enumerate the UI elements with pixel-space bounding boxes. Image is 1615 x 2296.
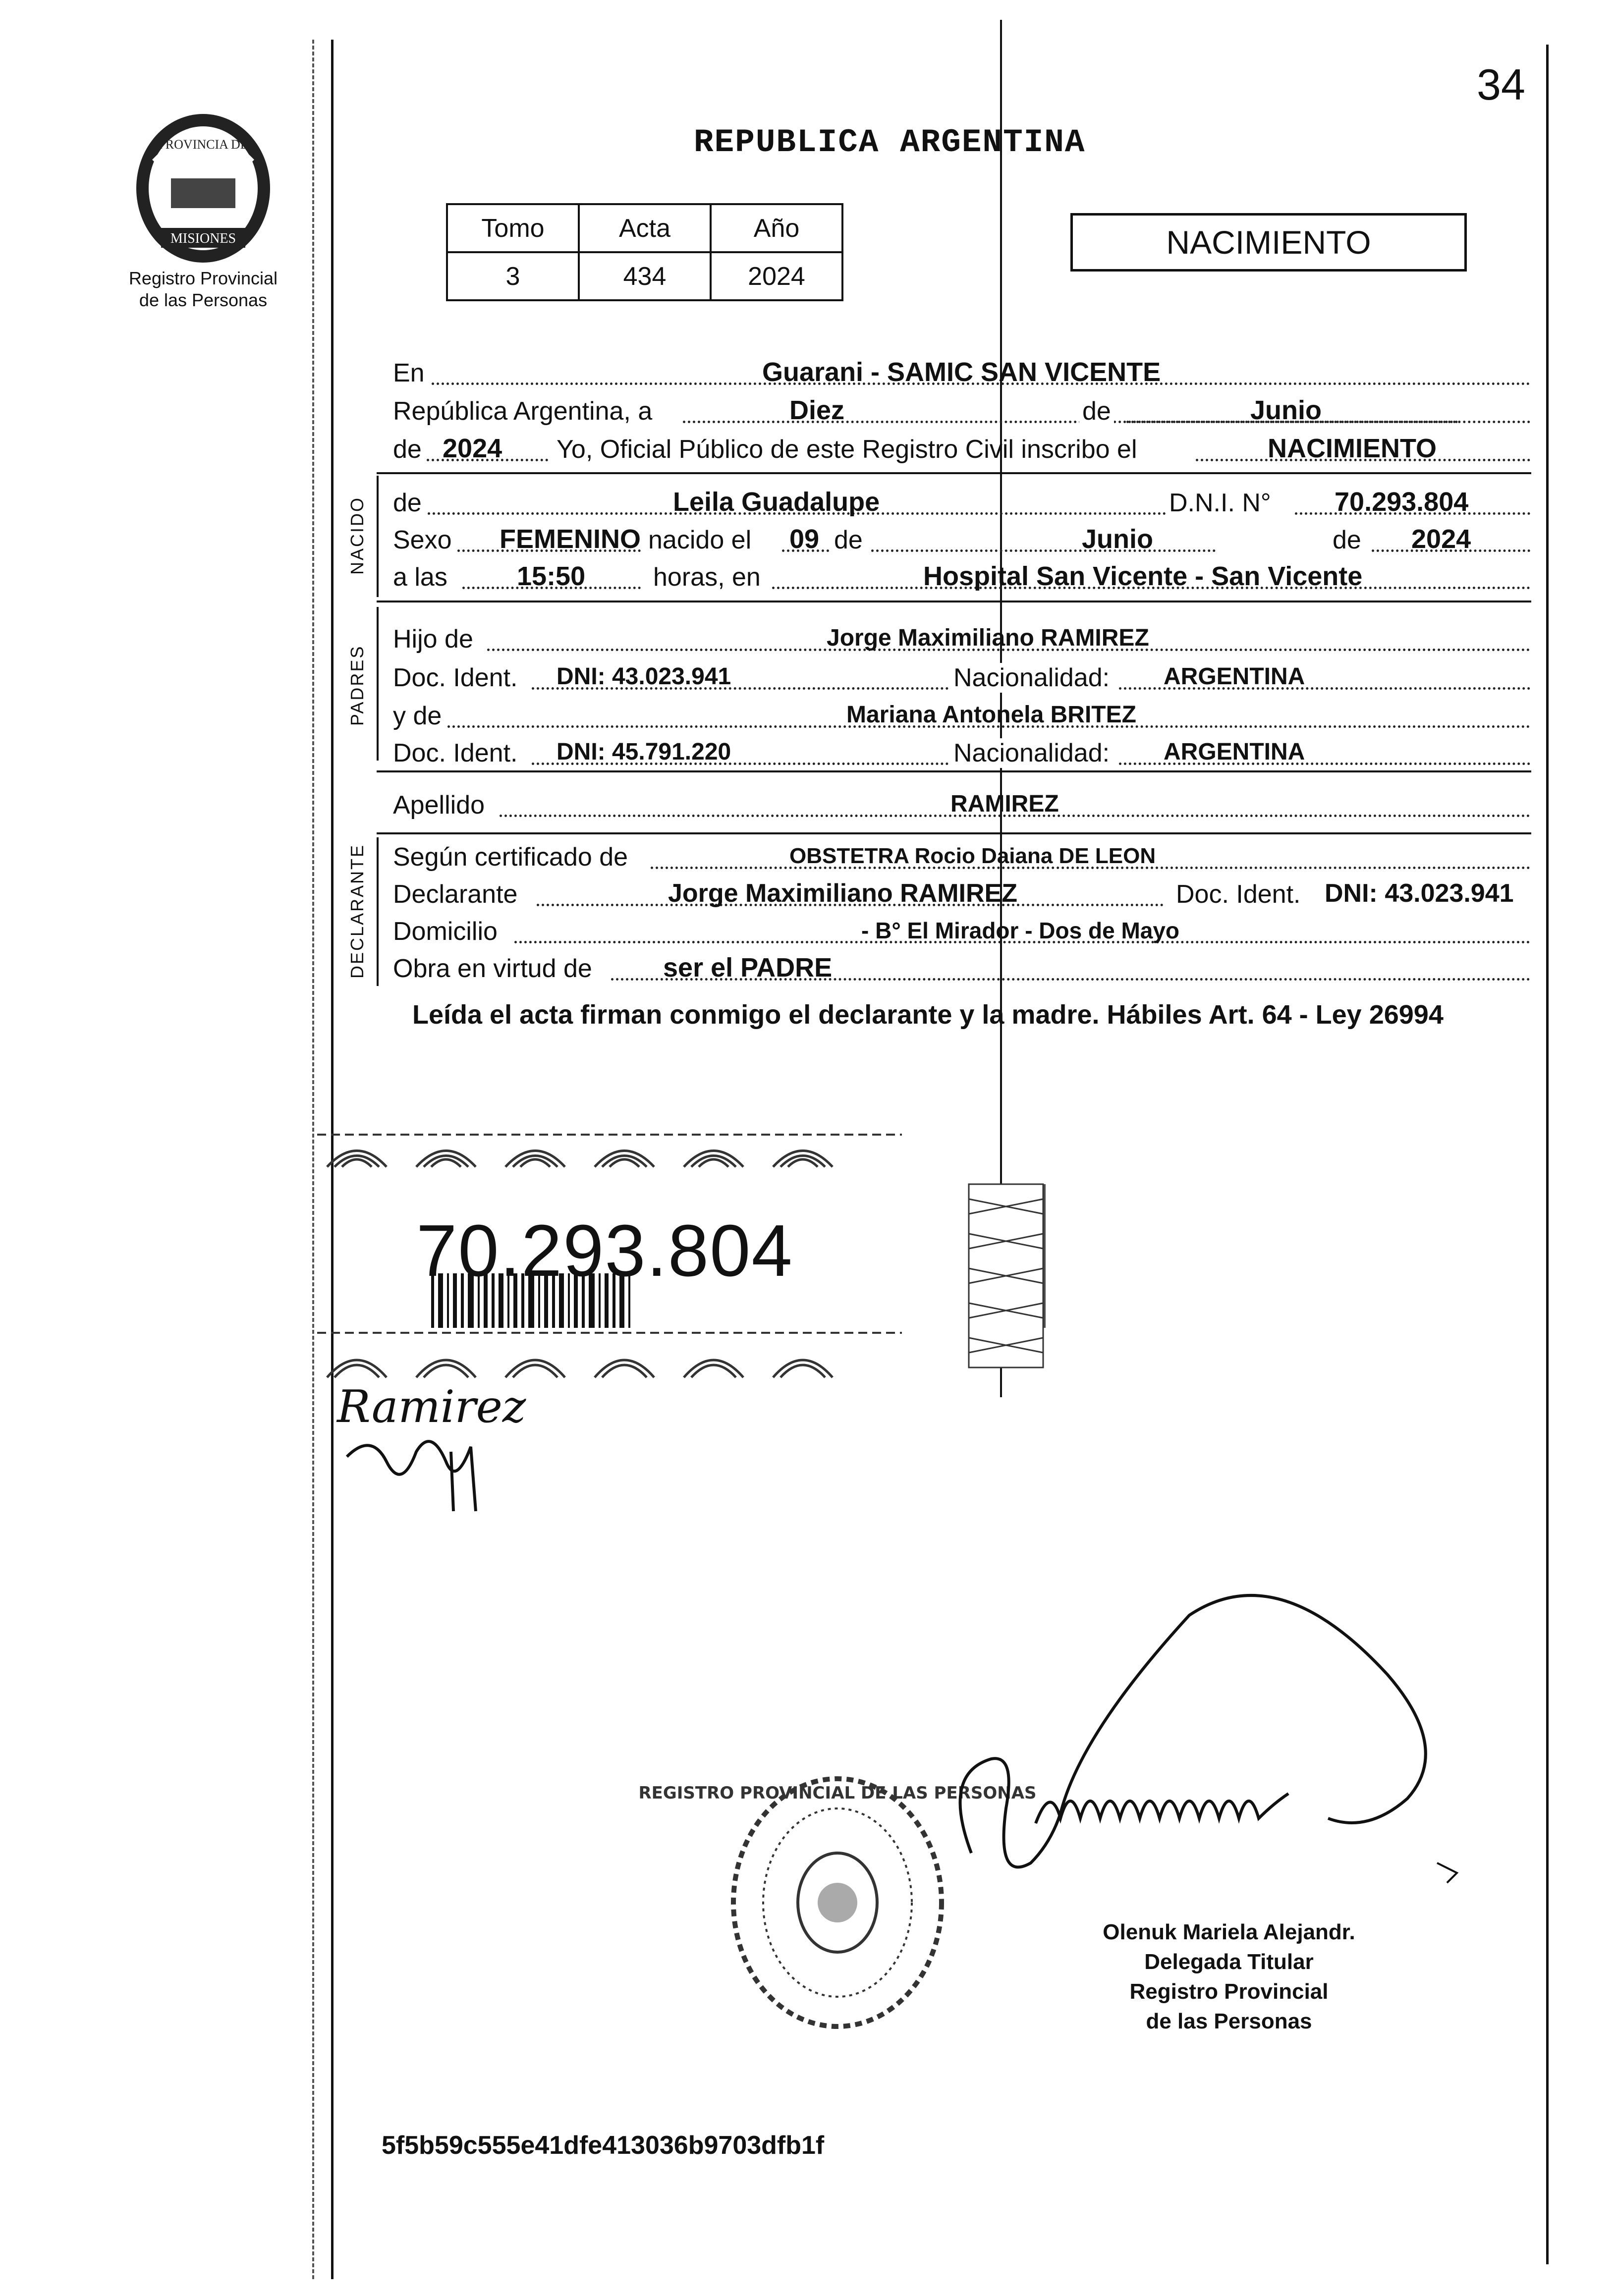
header-acta: Acta — [579, 204, 711, 252]
province-logo — [121, 104, 285, 268]
line-apellido — [393, 790, 1530, 820]
label-a-las: a las — [393, 563, 447, 592]
value-apellido: RAMIREZ — [950, 791, 1059, 817]
svg-text:REGISTRO PROVINCIAL DE LAS PER: REGISTRO PROVINCIAL DE LAS PERSONAS — [638, 1783, 1037, 1803]
label-yde: y de — [393, 702, 442, 730]
value-dni: 70.293.804 — [1335, 487, 1469, 517]
line-domicilio — [393, 917, 1530, 946]
barcode-number: 70.293.804 — [416, 1210, 793, 1292]
line-en — [393, 358, 1530, 388]
label-de-birth-year: de — [1330, 525, 1364, 555]
label-father-doc: Doc. Ident. — [393, 663, 518, 692]
label-republica: República Argentina, a — [393, 397, 653, 426]
act-type-box: NACIMIENTO — [1070, 213, 1467, 272]
line-segun — [393, 842, 1530, 872]
line-mother-doc — [393, 738, 1530, 768]
value-en: Guarani - SAMIC SAN VICENTE — [762, 357, 1161, 387]
officer-name: Olenuk Mariela Alejandr. — [1103, 1920, 1355, 1944]
label-domicilio: Domicilio — [393, 917, 498, 946]
line-father-doc — [393, 663, 1530, 693]
officer-signature — [932, 1585, 1487, 1932]
registry-table — [446, 203, 843, 301]
value-birth-year: 2024 — [1411, 524, 1471, 554]
officer-role: Delegada Titular — [1144, 1950, 1314, 1974]
label-yo: Yo, Oficial Público de este Registro Civil inscribo el — [557, 435, 1137, 464]
label-de-year: de — [393, 435, 422, 464]
value-mother-doc: DNI: 45.791.220 — [557, 739, 731, 765]
label-father-nat: Nacionalidad: — [950, 663, 1113, 693]
declarant-signature — [327, 1377, 526, 1516]
label-mother-nat: Nacionalidad: — [950, 738, 1113, 768]
value-decl-doc: DNI: 43.023.941 — [1325, 879, 1514, 908]
value-segun: OBSTETRA Rocio Daiana DE LEON — [789, 844, 1156, 868]
value-day: Diez — [789, 395, 845, 425]
line-hora — [393, 562, 1530, 592]
value-mother-name: Mariana Antonela BRITEZ — [846, 702, 1136, 728]
header-tomo: Tomo — [447, 204, 579, 252]
label-nacido-el: nacido el — [648, 526, 752, 554]
officer-org2: de las Personas — [1146, 2009, 1312, 2033]
label-declarante: Declarante — [393, 880, 518, 909]
line-yo — [393, 435, 1530, 464]
officer-stamp — [1060, 1917, 1397, 2036]
official-seal — [638, 1744, 1037, 2061]
value-father-nat: ARGENTINA — [1164, 663, 1305, 690]
value-birth-month: Junio — [1082, 524, 1153, 554]
value-time: 15:50 — [517, 561, 586, 591]
rule-2 — [377, 601, 1531, 602]
label-horas: horas, en — [653, 563, 761, 592]
line-sexo — [393, 525, 1530, 555]
right-border-line — [1546, 45, 1549, 2264]
security-hologram — [969, 1184, 1043, 1367]
padres-bracket — [377, 607, 379, 761]
svg-text:MISIONES: MISIONES — [170, 231, 236, 246]
declarante-section-label: DECLARANTE — [347, 843, 367, 979]
value-name: Leila Guadalupe — [673, 487, 880, 517]
rule-4 — [377, 832, 1531, 834]
value-sexo: FEMENINO — [500, 524, 641, 554]
line-republica — [393, 396, 1530, 426]
label-mother-doc: Doc. Ident. — [393, 739, 518, 767]
label-segun: Según certificado de — [393, 843, 628, 872]
margin-dashed-line — [312, 40, 314, 2279]
line-hijo — [393, 624, 1530, 654]
value-father-doc: DNI: 43.023.941 — [557, 663, 731, 690]
label-apellido: Apellido — [393, 791, 485, 820]
logo-label-line1: Registro Provincial — [128, 268, 278, 288]
value-acta: 434 — [579, 252, 711, 300]
label-de-birth: de — [834, 526, 863, 554]
line-yde — [393, 701, 1530, 731]
value-year: 2024 — [443, 434, 502, 463]
padres-section-label: PADRES — [347, 645, 367, 726]
document-title: REPUBLICA ARGENTINA — [694, 124, 1086, 161]
label-sexo: Sexo — [393, 526, 452, 554]
value-anio: 2024 — [711, 252, 842, 300]
value-month: Junio — [1250, 395, 1322, 425]
label-decl-doc: Doc. Ident. — [1176, 880, 1301, 909]
value-father-name: Jorge Maximiliano RAMIREZ — [827, 625, 1149, 651]
label-de: de — [1079, 396, 1114, 426]
nacido-bracket — [377, 476, 379, 597]
declarante-bracket — [377, 837, 379, 986]
nacido-section-label: NACIDO — [347, 496, 367, 575]
label-hijo: Hijo de — [393, 625, 473, 654]
line-nacido-name — [393, 488, 1530, 518]
rule-3 — [377, 770, 1531, 772]
value-mother-nat: ARGENTINA — [1164, 739, 1305, 765]
label-obra: Obra en virtud de — [393, 954, 592, 983]
logo-label — [104, 268, 302, 311]
svg-text:Ramirez: Ramirez — [337, 1381, 526, 1433]
line-declarante — [393, 879, 1530, 909]
label-nacido-de: de — [393, 489, 422, 517]
page-number: 34 — [1477, 60, 1525, 109]
value-domicilio: - B° El Mirador - Dos de Mayo — [861, 918, 1180, 943]
value-tomo: 3 — [447, 252, 579, 300]
closing-text: Leída el acta firman conmigo el declarante y la madre. Hábiles Art. 64 - Ley 26994 — [412, 1000, 1444, 1030]
value-inscribo: NACIMIENTO — [1268, 434, 1437, 463]
value-birth-day: 09 — [789, 524, 820, 554]
logo-label-line2: de las Personas — [139, 290, 268, 310]
officer-org: Registro Provincial — [1129, 1979, 1329, 2004]
rule-1 — [377, 472, 1531, 474]
document-hash: 5f5b59c555e41dfe413036b9703dfb1f — [382, 2131, 825, 2160]
value-place: Hospital San Vicente - San Vicente — [923, 561, 1363, 591]
label-dni: D.N.I. N° — [1166, 488, 1274, 518]
line-obra — [393, 954, 1530, 984]
label-en: En — [393, 359, 425, 387]
header-anio: Año — [711, 204, 842, 252]
value-obra: ser el PADRE — [663, 953, 833, 983]
svg-text:PROVINCIA DE: PROVINCIA DE — [158, 137, 248, 152]
value-declarante: Jorge Maximiliano RAMIREZ — [668, 879, 1017, 908]
